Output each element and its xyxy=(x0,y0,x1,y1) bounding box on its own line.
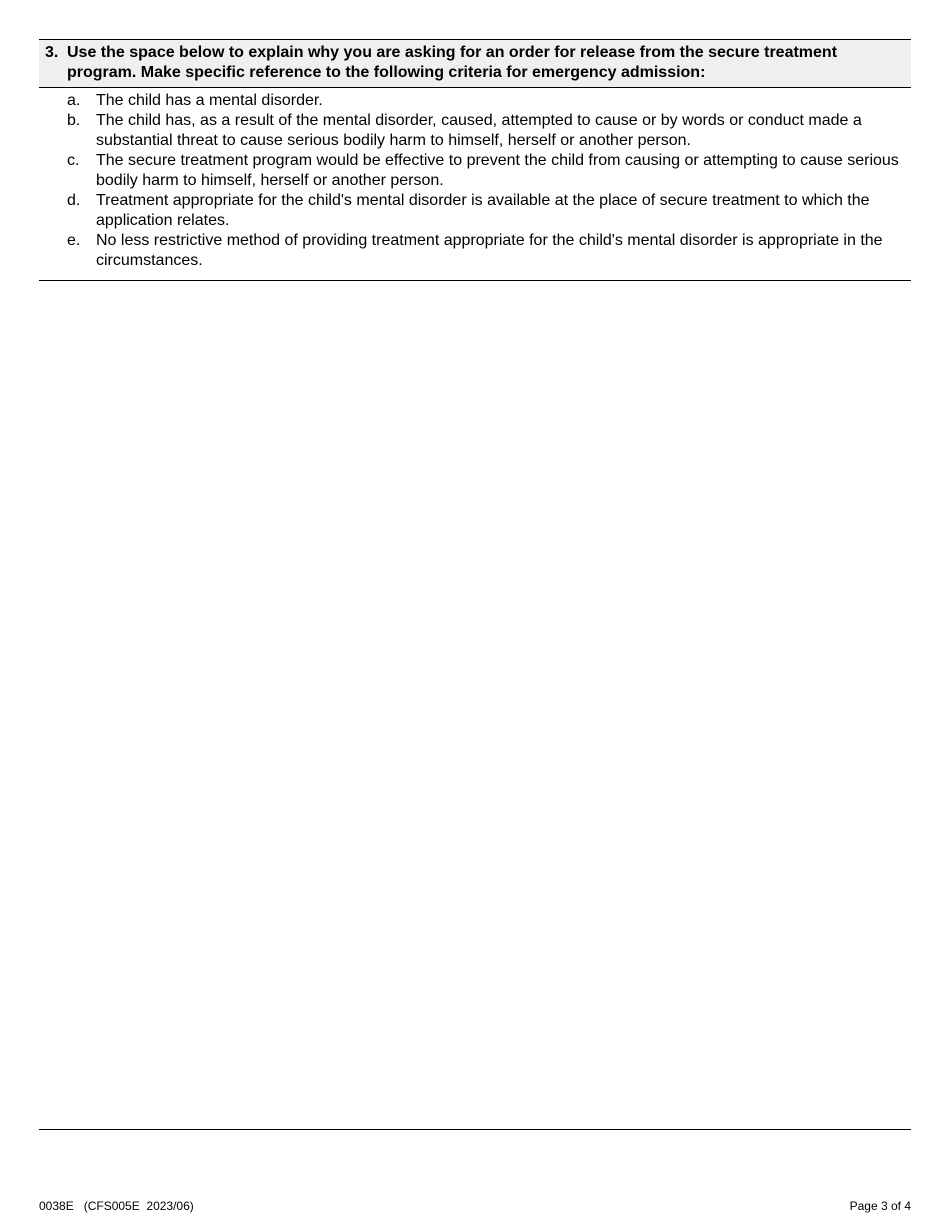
criteria-text: No less restrictive method of providing treatment appropriate for the child's mental disorder is appropriate in the circumstances. xyxy=(96,232,883,269)
section-number: 3. xyxy=(45,44,59,61)
section-heading: Use the space below to explain why you are asking for an order for release from the secure treatment program. Make specific reference to the following criteria for emergency admission: xyxy=(67,44,838,81)
criteria-item-e xyxy=(39,231,911,271)
criteria-letter: a. xyxy=(67,92,81,109)
response-area-top-divider xyxy=(39,280,911,281)
criteria-text: The child has, as a result of the mental disorder, caused, attempted to cause or by words or conduct made a substantial threat to cause serious bodily harm to himself, herself or another person. xyxy=(96,112,862,149)
form-code: 0038E (CFS005E 2023/06) xyxy=(39,1199,194,1213)
criteria-list xyxy=(39,91,911,271)
criteria-item-c xyxy=(39,151,911,191)
criteria-letter: e. xyxy=(67,232,81,249)
criteria-text: The secure treatment program would be effective to prevent the child from causing or attempting to cause serious bodily harm to himself, herself or another person. xyxy=(96,152,899,189)
explanation-text-area[interactable] xyxy=(39,283,911,1126)
criteria-letter: b. xyxy=(67,112,81,129)
page-number: Page 3 of 4 xyxy=(849,1199,911,1213)
section-3-header xyxy=(39,39,911,88)
criteria-text: Treatment appropriate for the child's mental disorder is available at the place of secure treatment to which the application relates. xyxy=(96,192,870,229)
criteria-letter: c. xyxy=(67,152,80,169)
criteria-text: The child has a mental disorder. xyxy=(96,92,323,109)
criteria-item-d xyxy=(39,191,911,231)
criteria-item-b xyxy=(39,111,911,151)
criteria-letter: d. xyxy=(67,192,81,209)
criteria-item-a xyxy=(39,91,911,111)
response-area-bottom-divider xyxy=(39,1129,911,1130)
